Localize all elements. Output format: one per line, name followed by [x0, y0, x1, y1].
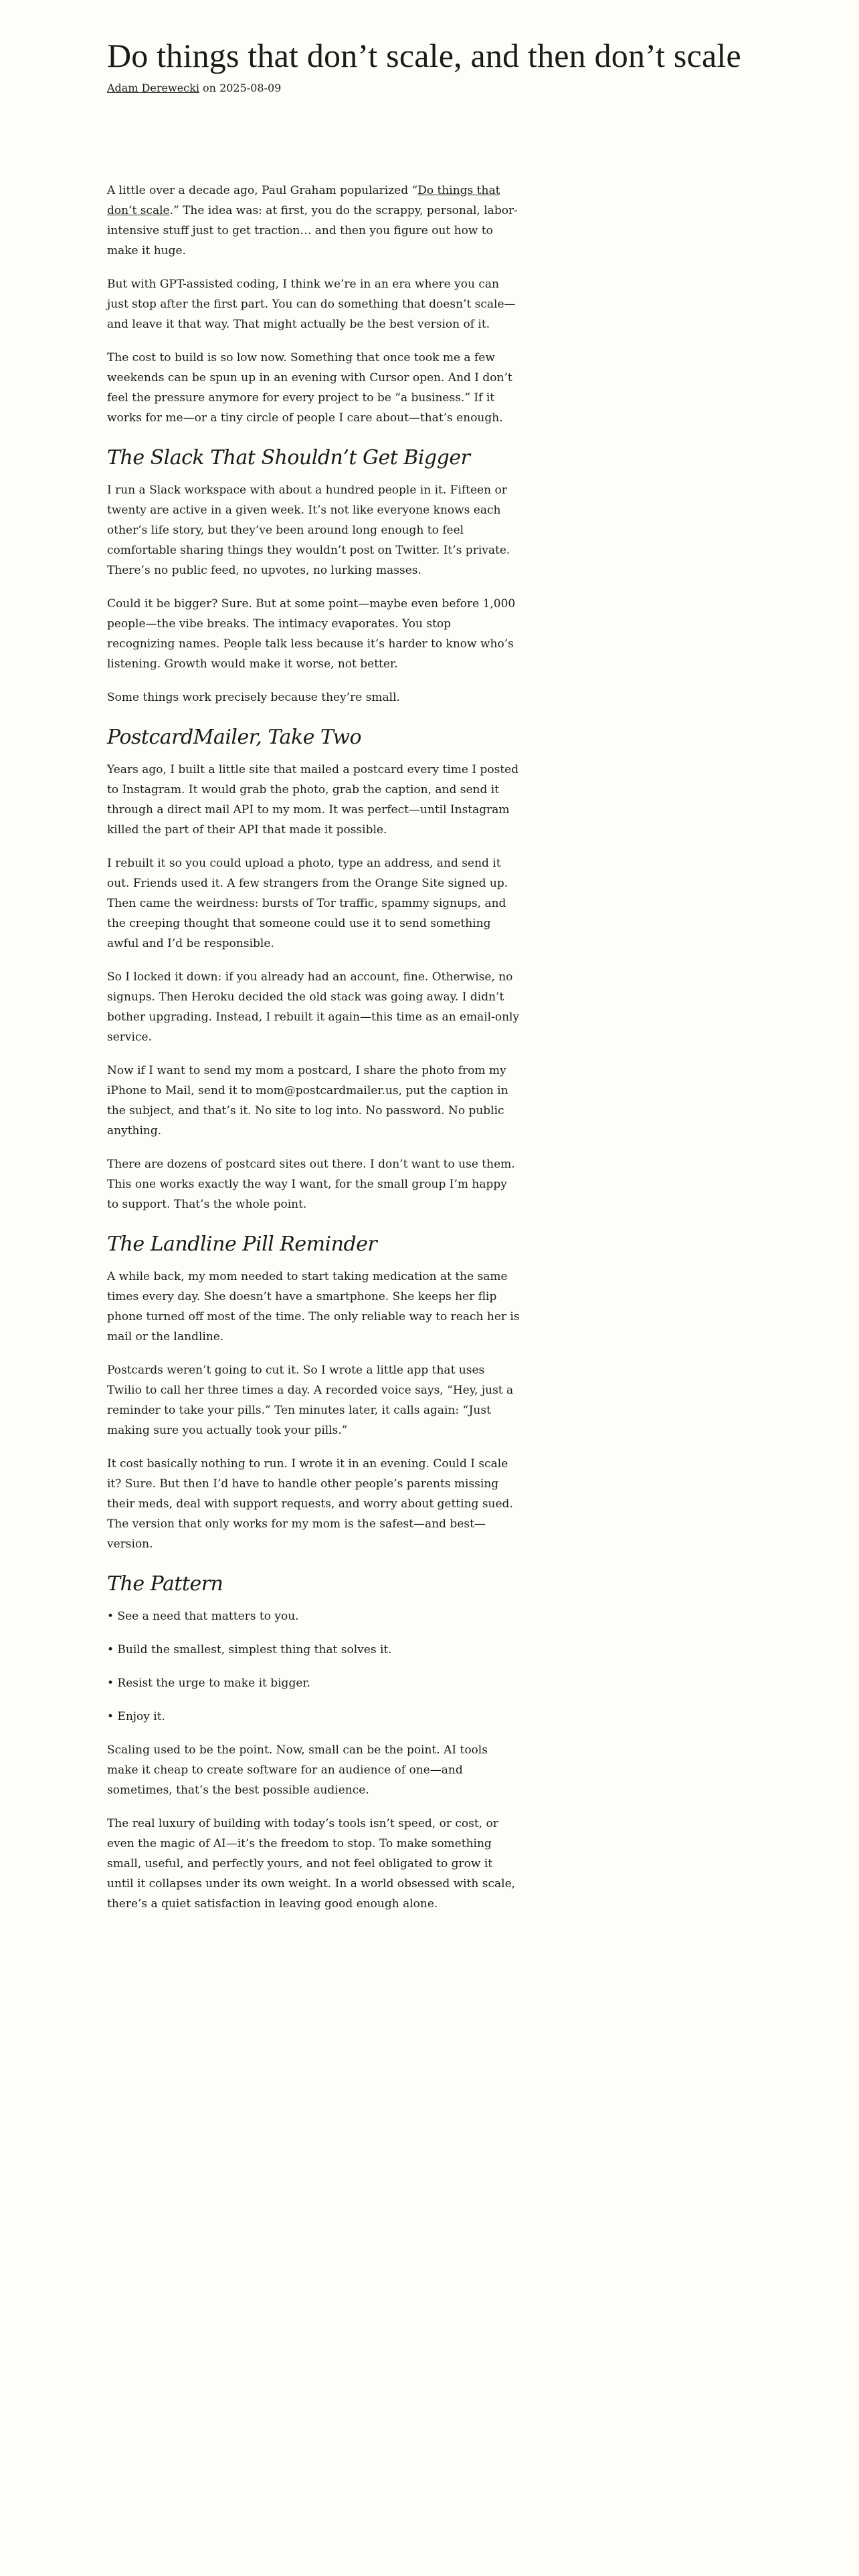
pattern-item: • Enjoy it. — [107, 1710, 165, 1723]
post-date: 2025-08-09 — [219, 82, 282, 94]
paragraph: There are dozens of postcard sites out there. I don’t want to use them. This one works exactly the way I want, for the small group I’m happy to support. That’s the whole point. — [107, 1158, 515, 1211]
paragraph: A while back, my mom needed to start taking medication at the same times every day. She doesn’t have a smartphone. She keeps her flip phone turned off most of the time. The only reliable way to reach her is mail or the landline. — [107, 1270, 520, 1344]
byline — [107, 80, 776, 96]
paragraph: So I locked it down: if you already had an account, fine. Otherwise, no signups. Then Heroku decided the old stack was going away. I didn’t bother upgrading. Instead, I rebuilt it again—this time as an email-only service. — [107, 970, 520, 1044]
page-title: Do things that don’t scale, and then don’t scale — [107, 37, 741, 74]
article-body — [107, 181, 522, 1927]
section-heading-slack: The Slack That Shouldn’t Get Bigger — [107, 446, 470, 469]
paragraph: I run a Slack workspace with about a hundred people in it. Fifteen or twenty are active in a given week. It’s not like everyone knows each other’s life story, but they’ve been around long enough to feel comfortable sharing things they wouldn’t post on Twitter. It’s private. There’s no public feed, no upvotes, no lurking masses. — [107, 484, 510, 577]
byline-separator: on — [199, 82, 220, 94]
post-header — [107, 33, 776, 96]
paragraph: The cost to build is so low now. Something that once took me a few weekends can be spun up in an evening with Cursor open. And I don’t feel the pressure anymore for every project to be “a business.” If it works for me—or a tiny circle of people I care about—that’s enough. — [107, 351, 512, 425]
pattern-item: • Build the smallest, simplest thing that solves it. — [107, 1643, 392, 1656]
paragraph-text: .” The idea was: at first, you do the scrappy, personal, labor-intensive stuff just to get traction… and then you figure out how to make it huge. — [107, 204, 518, 257]
paragraph: Postcards weren’t going to cut it. So I wrote a little app that uses Twilio to call her three times a day. A recorded voice says, “Hey, just a reminder to take your pills.” Ten minutes later, it calls again: “Just making sure you actually took your pills.” — [107, 1364, 514, 1437]
paragraph: Some things work precisely because they’re small. — [107, 691, 400, 704]
pattern-item: • See a need that matters to you. — [107, 1610, 299, 1623]
paragraph: The real luxury of building with today’s tools isn’t speed, or cost, or even the magic of AI—it’s the freedom to stop. To make something small, useful, and perfectly yours, and not feel obligated to grow it until it collapses under its own weight. In a world obsessed with scale, there’s a quiet satisfaction in leaving good enough alone. — [107, 1817, 516, 1911]
section-heading-postcardmailer: PostcardMailer, Take Two — [107, 726, 362, 749]
paul-graham-essay-link[interactable]: Do things that don’t scale — [107, 184, 500, 217]
paragraph-text: A little over a decade ago, Paul Graham popularized “ — [107, 184, 418, 197]
section-heading-landline: The Landline Pill Reminder — [107, 1232, 377, 1256]
paragraph — [107, 181, 522, 261]
author-link[interactable]: Adam Derewecki — [107, 82, 199, 94]
paragraph: It cost basically nothing to run. I wrote it in an evening. Could I scale it? Sure. But then I’d have to handle other people’s parents missing their meds, deal with support requests, and worry about getting sued. The version that only works for my mom is the safest—and best—version. — [107, 1457, 513, 1551]
section-heading-pattern: The Pattern — [107, 1572, 223, 1596]
paragraph: But with GPT-assisted coding, I think we’re in an era where you can just stop after the first part. You can do something that doesn’t scale—and leave it that way. That might actually be the best version of it. — [107, 278, 516, 331]
paragraph: Scaling used to be the point. Now, small can be the point. AI tools make it cheap to create software for an audience of one—and sometimes, that’s the best possible audience. — [107, 1743, 488, 1797]
pattern-item: • Resist the urge to make it bigger. — [107, 1677, 311, 1690]
paragraph: Could it be bigger? Sure. But at some point—maybe even before 1,000 people—the vibe breaks. The intimacy evaporates. You stop recognizing names. People talk less because it’s harder to know who’s listening. Growth would make it worse, not better. — [107, 597, 516, 671]
paragraph: Now if I want to send my mom a postcard, I share the photo from my iPhone to Mail, send it to mom@postcardmailer.us, put the caption in the subject, and that’s it. No site to log into. No password. No public anything. — [107, 1064, 508, 1138]
paragraph: Years ago, I built a little site that mailed a postcard every time I posted to Instagram. It would grab the photo, grab the caption, and send it through a direct mail API to my mom. It was perfect—until Instagram killed the part of their API that made it possible. — [107, 763, 519, 837]
paragraph: I rebuilt it so you could upload a photo, type an address, and send it out. Friends used it. A few strangers from the Orange Site signed up. Then came the weirdness: bursts of Tor traffic, spammy signups, and the creeping thought that someone could use it to send something awful and I’d be responsible. — [107, 857, 508, 950]
